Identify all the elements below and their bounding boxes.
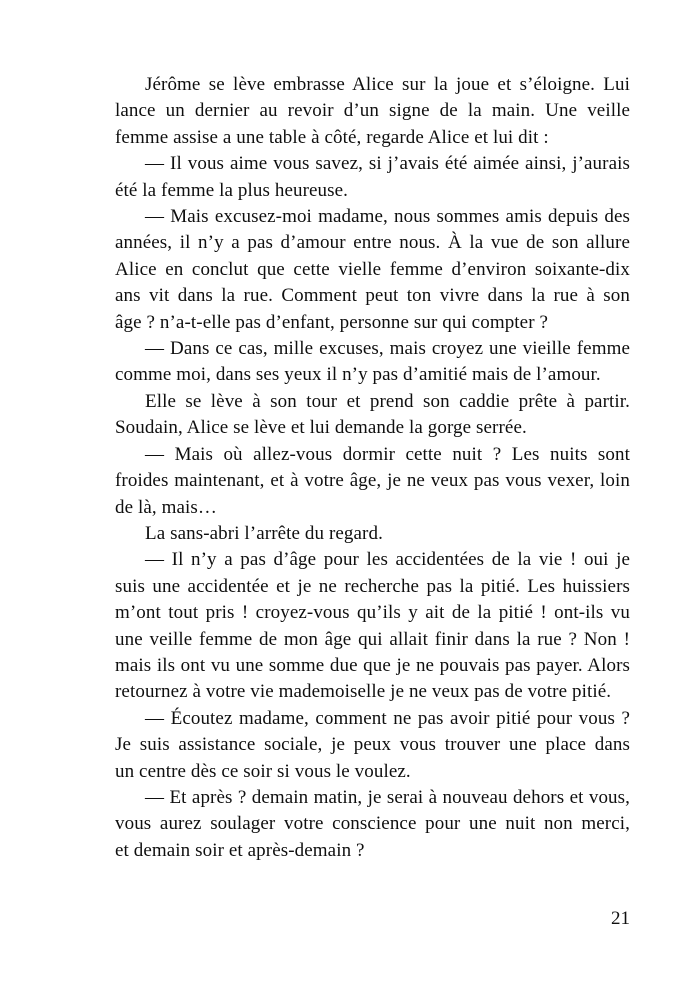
text-line: — Il vous aime vous savez, si j’avais été aimée ainsi, j’aurais — [145, 153, 630, 175]
text-line: un centre dès ce soir si vous le voulez. — [115, 760, 411, 782]
text-line: — Dans ce cas, mille excuses, mais croyez une vieille femme — [145, 338, 630, 360]
text-line: Elle se lève à son tour et prend son caddie prête à partir. — [145, 390, 630, 412]
text-line: Alice en conclut que cette vielle femme d’environ soixante-dix — [115, 258, 630, 280]
text-line: ans vit dans la rue. Comment peut ton vivre dans la rue à son — [115, 285, 630, 307]
text-line: retournez à votre vie mademoiselle je ne veux pas de votre pitié. — [115, 681, 612, 703]
text-line: vous aurez soulager votre conscience pour une nuit non merci, — [115, 813, 630, 835]
text-line: et demain soir et après-demain ? — [115, 839, 365, 861]
text-line: — Écoutez madame, comment ne pas avoir pitié pour vous ? — [145, 707, 630, 729]
text-line: lance un dernier au revoir d’un signe de la main. Une veille — [115, 100, 630, 122]
paragraph — [115, 521, 630, 547]
paragraph — [115, 204, 630, 336]
paragraph — [115, 151, 630, 204]
text-line: été la femme la plus heureuse. — [115, 179, 349, 201]
text-line: âge ? n’a-t-elle pas d’enfant, personne sur qui compter ? — [115, 311, 549, 333]
paragraph — [115, 72, 630, 151]
text-line: femme assise a une table à côté, regarde Alice et lui dit : — [115, 126, 549, 148]
text-block — [115, 72, 630, 864]
text-line: La sans-abri l’arrête du regard. — [145, 522, 383, 544]
paragraph — [115, 389, 630, 442]
paragraph — [115, 336, 630, 389]
text-line: années, il n’y a pas d’amour entre nous. À la vue de son allure — [115, 232, 630, 254]
text-line: froides maintenant, et à votre âge, je ne veux pas vous vexer, loin — [115, 470, 630, 492]
text-line: Jérôme se lève embrasse Alice sur la joue et s’éloigne. Lui — [145, 74, 630, 95]
paragraph — [115, 547, 630, 705]
text-line: — Mais excusez-moi madame, nous sommes amis depuis des — [145, 206, 630, 228]
paragraph — [115, 785, 630, 864]
text-line: mais ils ont vu une somme due que je ne pouvais pas payer. Alors — [115, 654, 630, 676]
text-line: m’ont tout pris ! croyez-vous qu’ils y ait de la pitié ! ont-ils vu — [115, 602, 630, 624]
paragraph — [115, 706, 630, 785]
text-line: — Mais où allez-vous dormir cette nuit ? Les nuits sont — [145, 443, 630, 465]
text-line: Je suis assistance sociale, je peux vous trouver une place dans — [115, 734, 630, 756]
text-line: une veille femme de mon âge qui allait finir dans la rue ? Non ! — [115, 628, 630, 650]
text-line: comme moi, dans ses yeux il n’y pas d’amitié mais de l’amour. — [115, 364, 601, 386]
text-line: Soudain, Alice se lève et lui demande la gorge serrée. — [115, 417, 527, 439]
text-line: suis une accidentée et je ne recherche pas la pitié. Les huissiers — [115, 575, 630, 597]
text-line: — Et après ? demain matin, je serai à nouveau dehors et vous, — [145, 786, 630, 808]
page-number: 21 — [611, 908, 630, 929]
paragraph — [115, 442, 630, 521]
text-line: de là, mais… — [115, 496, 217, 518]
text-line: — Il n’y a pas d’âge pour les accidentées de la vie ! oui je — [145, 549, 630, 571]
